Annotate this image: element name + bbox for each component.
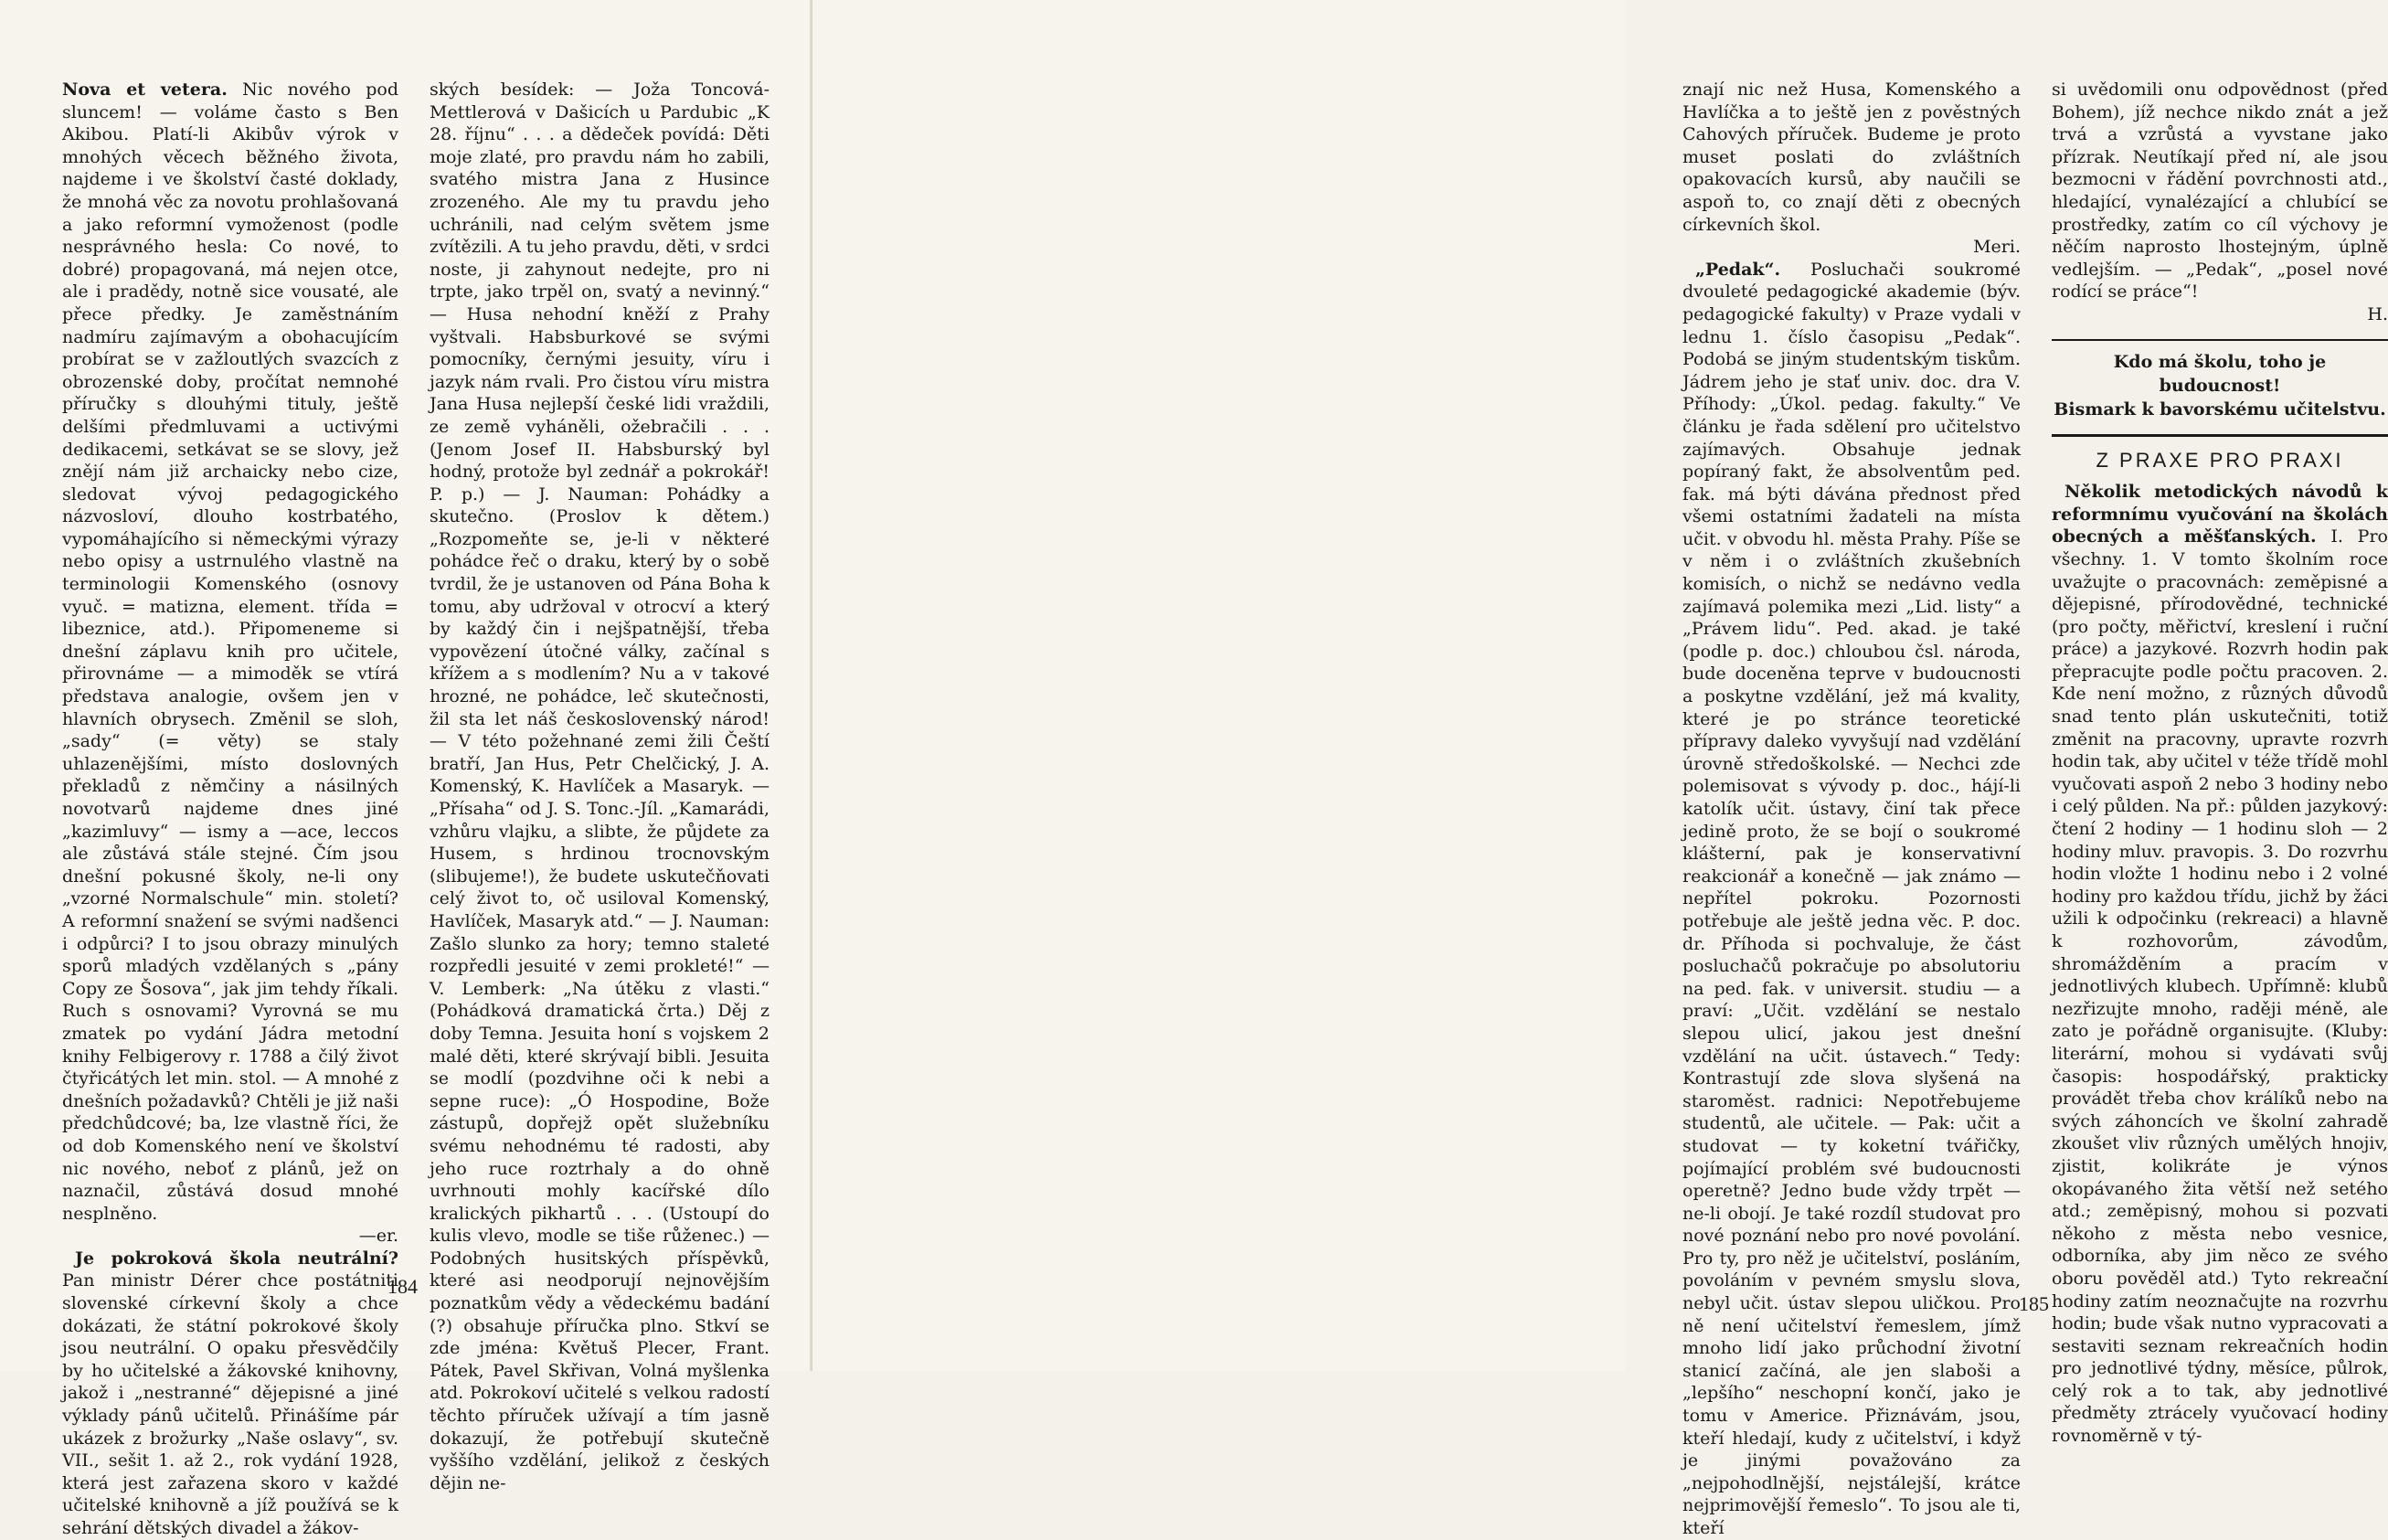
divider xyxy=(2052,434,2388,437)
article-signature: Meri. xyxy=(1973,237,2021,258)
article-signature: H. xyxy=(2367,303,2388,324)
right-page-column-2 xyxy=(2052,79,2388,1447)
article-heading: Je pokroková škola neutrální? xyxy=(75,1248,398,1269)
section-title: Z PRAXE PRO PRAXI xyxy=(2096,448,2344,472)
article-continuation xyxy=(430,79,769,1494)
article-heading: „Pedak“. xyxy=(1695,259,1781,280)
article-nova-et-vetera xyxy=(62,79,398,1248)
article-body: I. Pro všechny. 1. V tomto školním roce uvažujte o pracovnách: zeměpisné a dějepisné, přírodovědné, technické (pro počty, měřictví, kreslení i ruční práce) a jazykové. Rozvrh hodin pak přepracujte podle počtu pracoven. 2. Kde není možno, z různých důvodů snad tento plán uskutečniti, totiž změnit na pracovny, upravte rozvrh hodin tak, aby učitel v téže třídě mohl vyučovati aspoň 2 nebo 3 hodiny nebo i celý půlden. Na př.: půlden jazykový: čtení 2 hodiny — 1 hodinu sloh — 2 hodiny mluv. pravopis. 3. Do rozvrhu hodin vložte 1 hodinu nebo i 2 volné hodiny pro každou třídu, jichž by žáci užili k odpočinku (rekreaci) a hlavně k rozhovorům, závodům, shromážděním a pracím v jednotlivých klubech. Upřímně: klubů nezřizujte mnoho, raději méně, ale zato je pořádně organisujte. (Kluby: literární, mohou si vydávati svůj časopis: hospodářský, prakticky provádět třeba chov králíků nebo na svých záhoncích ve školní zahradě zkoušet vliv různých umělých hnojiv, zjistit, kolikráte je výnos okopávaného žita větší než setého atd.; zeměpisný, mohou si pozvati někoho z města nebo vesnice, odborníka, aby jim něco ze svého oboru pověděl atd.) Tyto rekreační hodiny zatím neoznačujte na rozvrhu hodin; bude však nutno vypracovati a sestaviti seznam rekreačních hodin pro jednotlivé týdny, měsíce, půlrok, celý rok a to tak, aby jednotlivé předměty ztrácely vyučovací hodiny rovnoměrně v tý- xyxy=(2052,526,2388,1447)
article-body: Posluchači soukromé dvouleté pedagogické akademie (býv. pedagogické fakulty) v Praze vydali v lednu 1. číslo časopisu „Pedak“. Podobá se jiným studentským tiskům. Jádrem jeho je stať univ. doc. dra V. Příhody: „Úkol. pedag. fakulty.“ Ve článku je řada sdělení pro učitelstvo zajímavých. Obsahuje jednak popíraný fakt, že absolventům ped. fak. má býti dávána přednost před všemi ostatními žadateli na místa učit. v obvodu hl. města Prahy. Píše se v něm i o zvláštních zkušebních komisích, o nichž se nedávno vedla zajímavá polemika mezi „Lid. listy“ a „Právem lidu“. Ped. akad. je také (podle p. doc.) chloubou čsl. národa, bude doceněna teprve v budoucnosti a poskytne vzdělání, jež má kvality, které je po stránce teoretické přípravy daleko vyvyšují nad vzdělání úrovně středoškolské. — Nechci zde polemisovat s vývody p. doc., hájí-li katolík učit. ústavy, činí tak přece jedině proto, že se bojí o soukromé klášterní, pak je konservativní reakcionář a konečně — jak známo — nepřítel pokroku. Pozornosti potřebuje ale ještě jedna věc. P. doc. dr. Příhoda si pochvaluje, že část posluchačů pokračuje po absolutoriu na ped. fak. v universit. studiu — a praví: „Učit. vzdělání se nestalo slepou ulicí, jakou jest dnešní vzdělání na učit. ústavech.“ Tedy: Kontrastují zde slova slyšená na staroměst. radnici: Nepotřebujeme studentů, ale učitele. — Pak: učit a studovat — ty koketní tvářičky, pojímající problém své budoucnosti operetně? Jedno bude vždy trpět — ne-li obojí. Je také rozdíl studovat pro nové poznání nebo pro nové povolání. Pro ty, pro něž je učitelství, posláním, povoláním v pevném smyslu slova, nebyl učit. ústav slepou uličkou. Pro ně není učitelství řemeslem, jímž mnoho lidí jako průchodní životní stanicí začíná, ale jen slaboši a „lepšího“ neschopní končí, jako je tomu v Americe. Přiznávám, jsou, kteří hledají, kudy z učitelství, i když je jinými považováno za „nejpohodlnější, nejstálejší, krátce nejprimovější řemeslo“. To jsou ale ti, kteří xyxy=(1682,259,2021,1538)
right-page xyxy=(812,0,2388,1538)
article-signature: —er. xyxy=(358,1226,398,1247)
article-pokrokova-skola xyxy=(62,1248,398,1540)
article-body: Nic nového pod sluncem! — voláme často s Ben Akibou. Platí-li Akibův výrok v mnohých věcech běžného života, najdeme i ve školství časté doklady, že mnohá věc za novotu prohlašovaná a jako reformní vymoženost (podle nesprávného hesla: Co nové, to dobré) propagovaná, má nejen otce, ale i pradědy, notně sice vousaté, ale přece předky. Je zaměstnáním nadmíru zajímavým a obohacujícím probírat se v zažloutlých svazcích z obrozenské doby, pročítat nemnohé příručky s dlouhými tituly, ještě delšími předmluvami a uctivými dedikacemi, setkávat se se slovy, jež znějí nám již archaicky nebo cize, sledovat vývoj pedagogického názvosloví, dlouho kostrbatého, vypomáhajícího si německými výrazy nebo opisy a ustrnulého vlastně na terminologii Komenského (osnovy vyuč. = matizna, element. třída = libeznice, atd.). Připomeneme si dnešní záplavu knih pro učitele, přirovnáme — a mimoděk se vtírá představa analogie, ovšem jen v hlavních obrysech. Změnil se sloh, „sady“ (= věty) se staly uhlazenějšími, místo doslovných překladů z němčiny a násilných novotvarů najdeme dnes jiné „kazimluvy“ — ismy a —ace, leccos ale zůstává stále stejné. Čím jsou dnešní pokusné školy, ne-li ony „vzorné Normalschule“ min. století? A reformní snažení se svými nadšenci i odpůrci? I to jsou obrazy minulých sporů mladých vzdělaných s „pány Copy ze Šosova“, jak jim tehdy říkali. Ruch s osnovami? Vyrovná se mu zmatek po vydání Jádra metodní knihy Felbigerovy r. 1788 a čilý život čtyřicátých let min. stol. — A mnohé z dnešních požadavků? Chtěli je již naši předchůdcové; ba, lze vlastně říci, že od dob Komenského není ve školství nic nového, neboť z plánů, jež on naznačil, zůstává dosud mnohé nesplněno. xyxy=(62,80,398,1224)
article-continuation xyxy=(1682,79,2021,259)
article-metodicke-navody xyxy=(2052,481,2388,1448)
right-page-column-1 xyxy=(1682,79,2021,1538)
left-page-column-1 xyxy=(62,79,398,1538)
page-number-right: 185 xyxy=(2019,1292,2049,1315)
article-body: znají nic než Husa, Komenského a Havlíčka a to ještě jen z pověstných Cahových příruček. Budeme je proto muset poslati do zvláštních opakovacích kursů, aby naučili se aspoň to, co znají děti z obecných církevních škol. xyxy=(1682,80,2021,235)
left-page xyxy=(0,0,812,1538)
left-page-column-2 xyxy=(430,79,770,1493)
article-body: ských besídek: — Joža Toncová-Mettlerová v Dašicích u Pardubic „K 28. říjnu“ . . . a dědeček povídá: Děti moje zlaté, pro pravdu nám ho zabili, svatého mistra Jana z Husince zrozeného. Ale my tu pravdu jeho uchránili, nad celým světem jsme zvítězili. A tu jeho pravdu, děti, v srdci noste, ji zahynout nedejte, pro ni trpte, jako trpěl on, svatý a nevinný.“ — Husa nehodní kněží z Prahy vyštvali. Habsburkové se svými pomocníky, černými jesuity, víru i jazyk nám rvali. Pro čistou víru mistra Jana Husa nejlepší české lidi vraždili, ze země vyháněli, ožebračili . . . (Jenom Josef II. Habsburský byl hodný, protože byl zednář a pokrokář! P. p.) — J. Nauman: Pohádky a skutečno. (Proslov k dětem.) „Rozpomeňte se, je-li v některé pohádce řeč o draku, který by o sobě tvrdil, že je ustanoven od Pána Boha k tomu, aby udržoval v otrocví a který by každý čin i nejšpatnější, třeba vypovězení útočné války, začínal s křížem a s modlením? Nu a v takové hrozné, ne pohádce, leč skutečnosti, žil sta let náš československý národ! — V této požehnané zemi žili Čeští bratří, Jan Hus, Petr Chelčický, J. A. Komenský, K. Havlíček a Masaryk. — „Přísaha“ od J. S. Tonc.-Jíl. „Kamarádi, vzhůru vlajku, a slibte, že půjdete za Husem, s hrdinou trocnovským (slibujeme!), že budete uskutečňovati celý život to, oč usiloval Komenský, Havlíček, Masaryk atd.“ — J. Nauman: Zašlo slunko za hory; temno staleté rozpředli jesuité v zemi prokleté!“ — V. Lemberk: „Na útěku z vlasti.“ (Pohádková dramatická črta.) Děj z doby Temna. Jesuita honí s vojskem 2 malé děti, které skrývají bibli. Jesuita se modlí (pozdvihne oči k nebi a sepne ruce): „Ó Hospodine, Bože zástupů, dopřejž opět služebníku svému nehodnému té radosti, aby jeho ruce roztrhaly a do ohně uvrhnouti mohly kacířské dílo kralických pikhartů . . . (Ustoupí do kulis vlevo, modle se tiše růženec.) — Podobných husitských příspěvků, které asi neodporují nejnovějším poznatkům vědy a vědeckému badání (?) obsahuje příručka plno. Stkví se zde jména: Květuš Plecer, Frant. Pátek, Pavel Skřivan, Volná myšlenka atd. Pokrokoví učitelé s velkou radostí těchto příruček užívají a tím jasně dokazují, že potřebují skutečně vyššího vzdělání, jelikož z českých dějin ne- xyxy=(430,80,770,1493)
article-continuation xyxy=(2052,79,2388,326)
article-pedak xyxy=(1682,259,2021,1540)
divider xyxy=(2052,339,2388,341)
article-heading: Několik metodických návodů k reformnímu vyučování na školách obecných a měšťanských. xyxy=(2052,482,2388,547)
article-body: si uvědomili onu odpovědnost (před Bohem), jíž nechce nikdo znát a jež trvá a vzrůstá a vyvstane jako přízrak. Neutíkají před ní, ale jsou bezmocni v řádění povrchnosti atd., hledající, vynalézající a chlubící se prostředky, zatím co cíl výchovy je něčím naprosto lhostejným, úplně vedlejším. — „Pedak“, „posel nové rodící se práce“! xyxy=(2052,80,2388,303)
quote-text: Kdo má školu, toho je budoucnost! xyxy=(2113,351,2327,396)
quote-attribution: Bismark k bavorskému učitelstvu. xyxy=(2054,398,2386,420)
article-body: Pan ministr Dérer chce postátniti slovenské církevní školy a chce dokázati, že státní pokrokové školy jsou neutrální. O opaku přesvědčily by ho učitelské a žákovské knihovny, jakož i „nestranné“ dějepisné a jiné výklady pánů učitelů. Přinášíme pár ukázek z brožurky „Naše oslavy“, sv. VII., sešit 1. až 2., rok vydání 1928, která jest zařazena skoro v každé učitelské knihovně a jíž používá se k sehrání dětských divadel a žákov- xyxy=(62,1270,398,1538)
page-number-left: 184 xyxy=(387,1275,418,1298)
article-heading: Nova et vetera. xyxy=(62,80,228,100)
quote-block xyxy=(2052,350,2388,421)
